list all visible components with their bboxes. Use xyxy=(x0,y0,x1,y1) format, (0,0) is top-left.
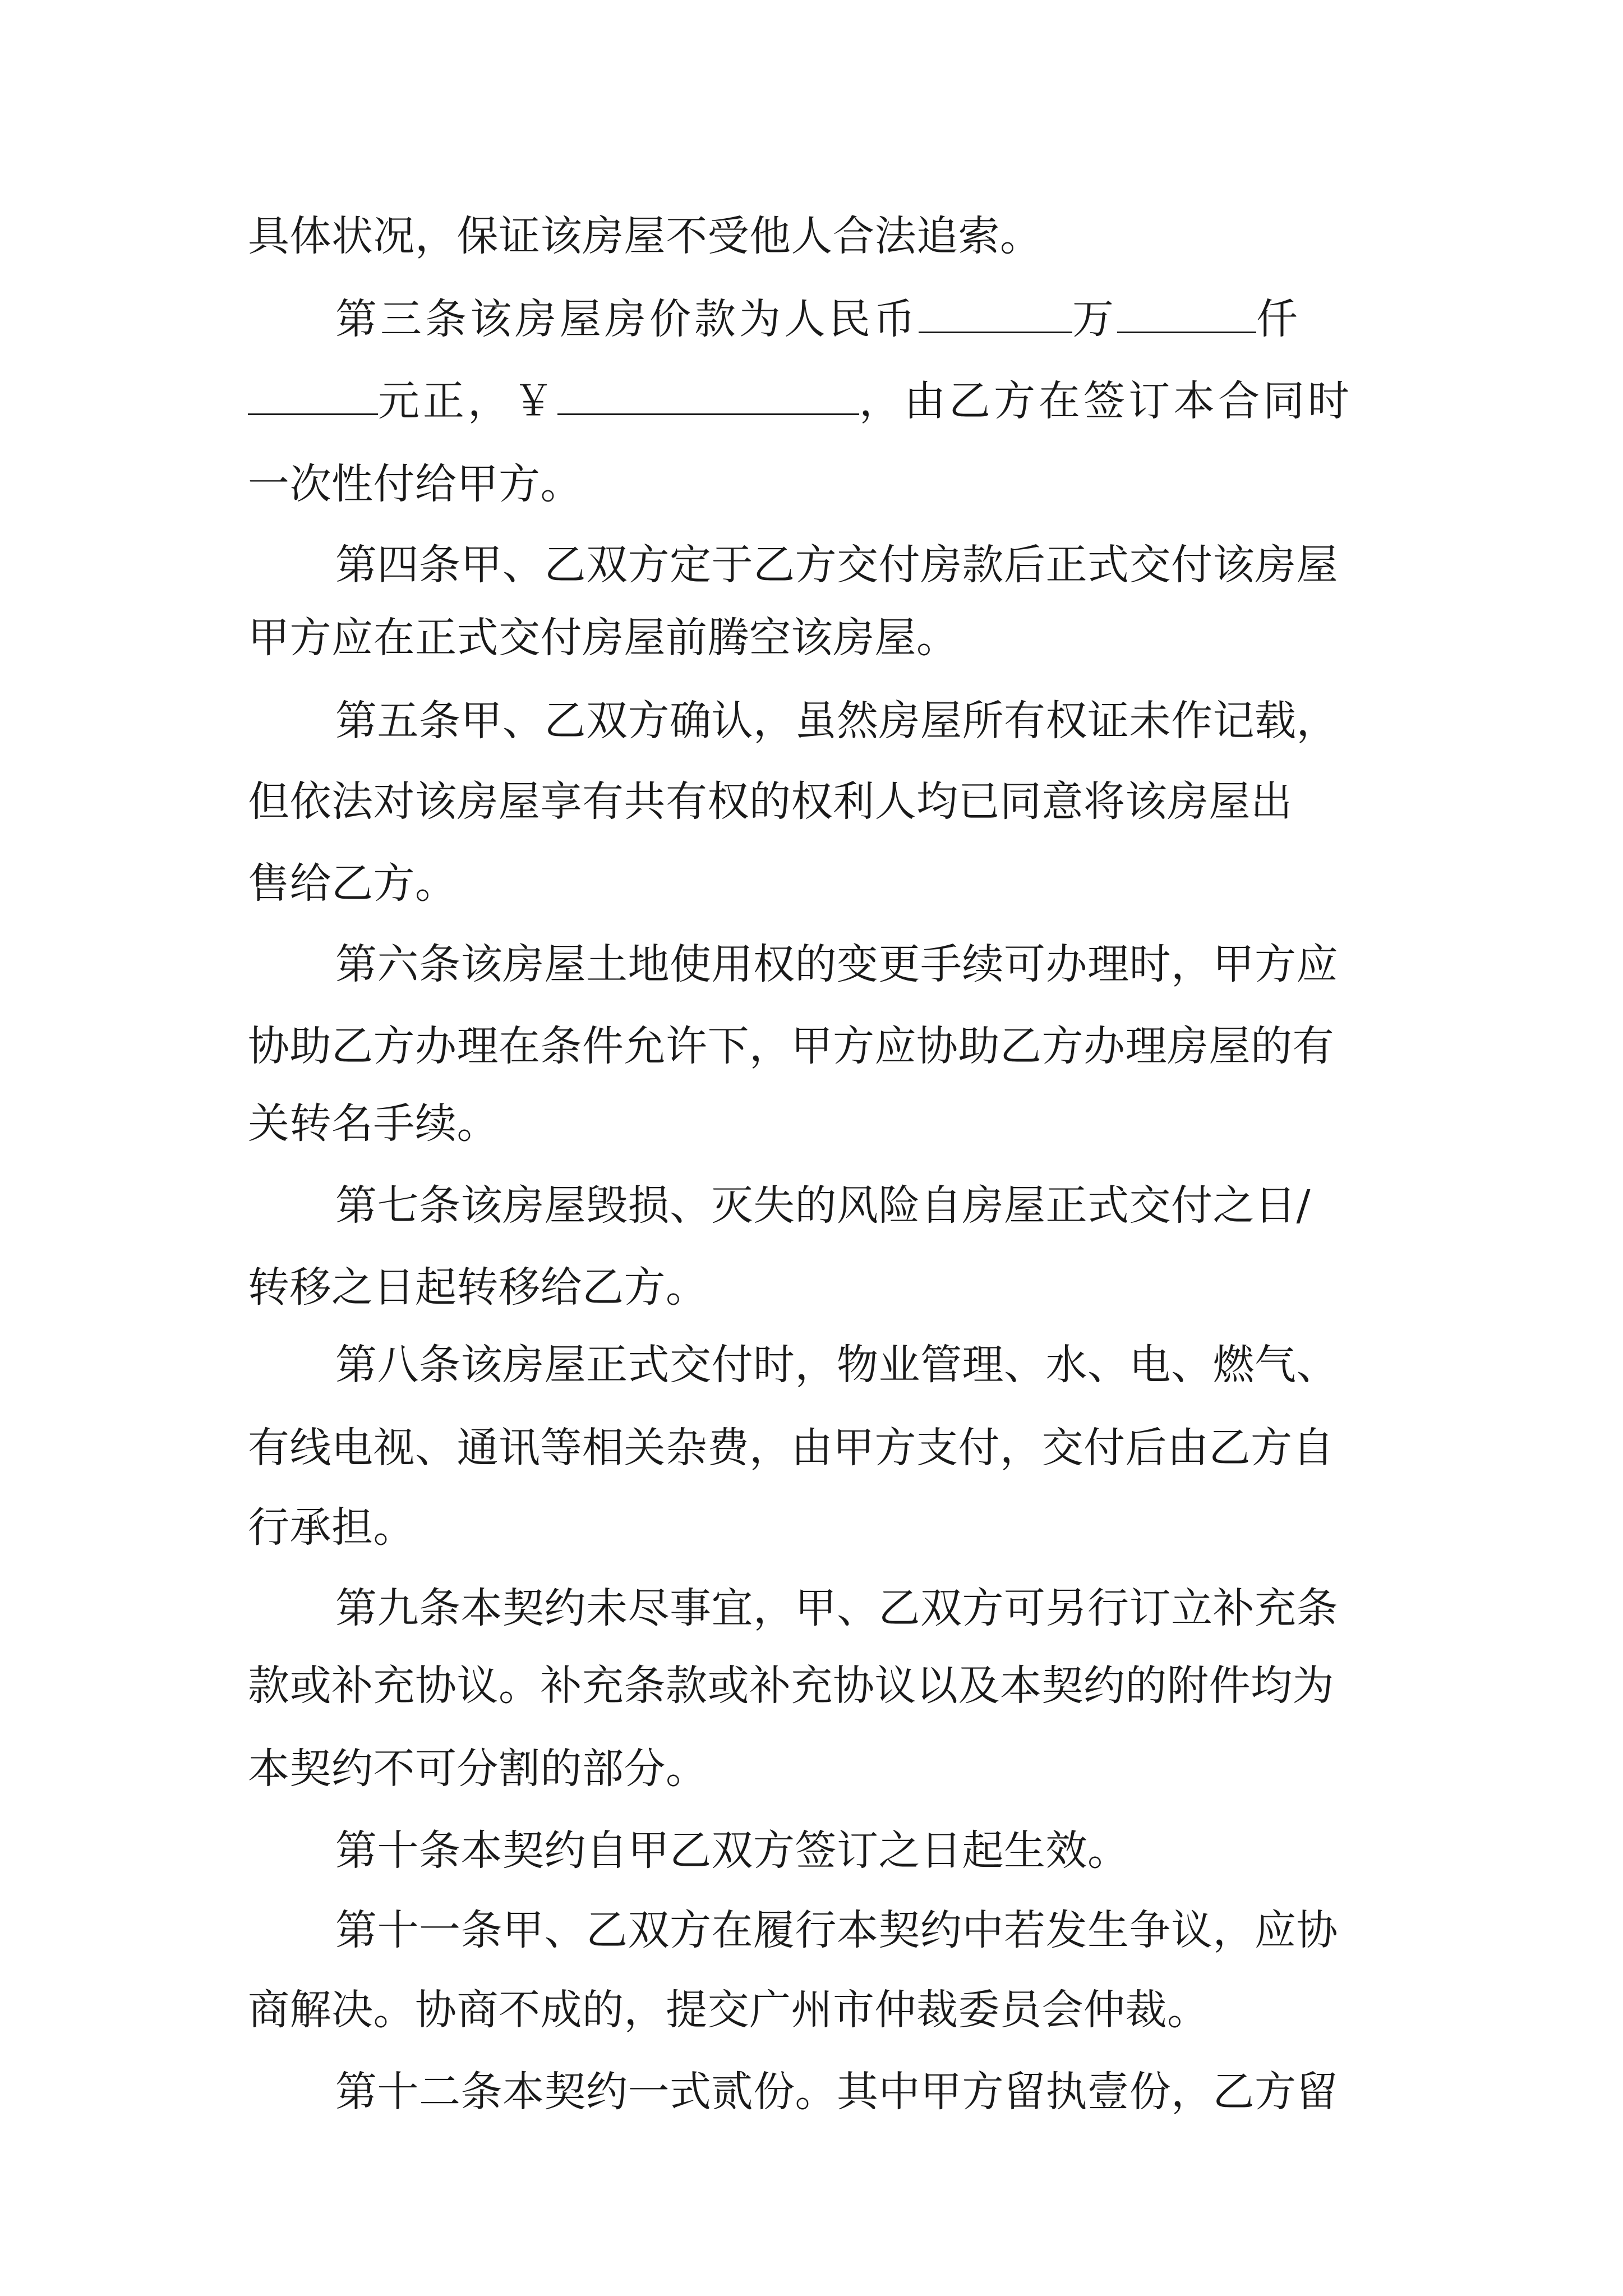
text-line: 一次性付给甲方。 xyxy=(248,460,582,508)
clause-8-line: 第八条该房屋正式交付时，物业管理、水、电、燃气、 xyxy=(335,1341,1338,1389)
price-qian-blank xyxy=(1117,302,1256,333)
price-figure-blank xyxy=(557,384,859,415)
text-line: 商解决。协商不成的，提交广州市仲裁委员会仲裁。 xyxy=(248,1986,1209,2034)
clause-6-line: 第六条该房屋土地使用权的变更手续可办理时，甲方应 xyxy=(335,940,1338,988)
clause-4-line: 第四条甲、乙双方定于乙方交付房款后正式交付该房屋 xyxy=(335,541,1338,589)
text-segment: ，由乙方在签订本合同时 xyxy=(859,377,1353,425)
text-segment: 第三条该房屋房价款为人民币 xyxy=(335,295,919,343)
text-line: 有线电视、通讯等相关杂费，由甲方支付，交付后由乙方自 xyxy=(248,1424,1334,1472)
text-segment: 仟 xyxy=(1256,295,1301,343)
text-line: 但依法对该房屋享有共有权的权利人均已同意将该房屋出 xyxy=(248,777,1293,826)
text-line: 协助乙方办理在条件允许下，甲方应协助乙方办理房屋的有 xyxy=(248,1022,1334,1070)
clause-11-line: 第十一条甲、乙双方在履行本契约中若发生争议，应协 xyxy=(335,1906,1338,1954)
price-wan-blank xyxy=(919,302,1072,333)
text-line: 款或补充协议。补充条款或补充协议以及本契约的附件均为 xyxy=(248,1662,1334,1710)
clause-9-line: 第九条本契约未尽事宜，甲、乙双方可另行订立补充条 xyxy=(335,1584,1338,1632)
text-line: 甲方应在正式交付房屋前腾空该房屋。 xyxy=(248,614,958,662)
clause-5-line: 第五条甲、乙双方确认，虽然房屋所有权证未作记载， xyxy=(335,697,1338,745)
price-yuan-blank xyxy=(248,384,378,415)
text-line: 本契约不可分割的部分。 xyxy=(248,1745,708,1793)
text-line: 售给乙方。 xyxy=(248,859,457,908)
text-line: 具体状况，保证该房屋不受他人合法追索。 xyxy=(248,212,1042,260)
clause-10-line: 第十条本契约自甲乙双方签订之日起生效。 xyxy=(335,1826,1129,1875)
clause-12-line: 第十二条本契约一式贰份。其中甲方留执壹份，乙方留 xyxy=(335,2068,1338,2116)
text-line: 关转名手续。 xyxy=(248,1099,499,1148)
text-segment: 万 xyxy=(1072,295,1117,343)
text-segment: 元正，￥ xyxy=(378,377,557,425)
clause-3-price-line xyxy=(335,295,1301,343)
clause-7-line: 第七条该房屋毁损、灭失的风险自房屋正式交付之日/ xyxy=(335,1181,1311,1230)
text-line: 转移之日起转移给乙方。 xyxy=(248,1263,708,1312)
text-line: 行承担。 xyxy=(248,1503,415,1552)
clause-3-amount-line xyxy=(248,377,1353,425)
